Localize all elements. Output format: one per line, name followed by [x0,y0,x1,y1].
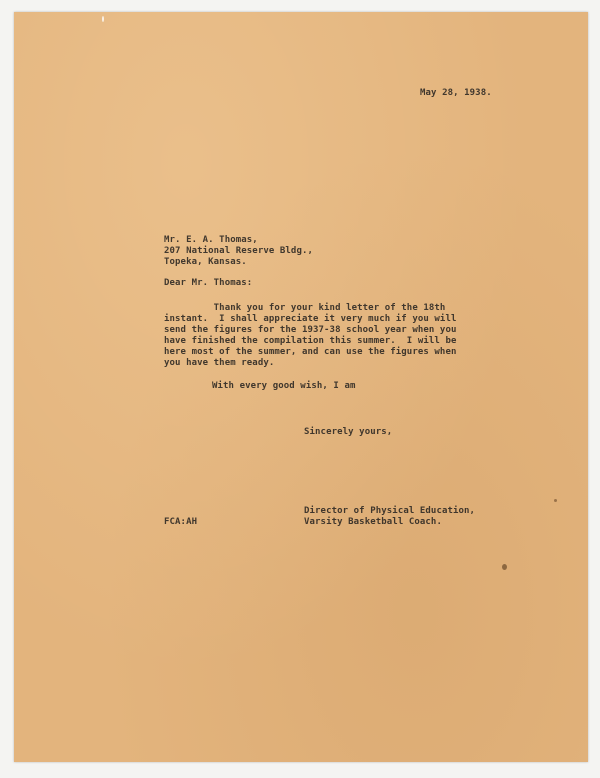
recipient-address [164,235,313,268]
body-line: here most of the summer, and can use the figures when [164,347,457,357]
signature-block [304,506,475,528]
complimentary-close: Sincerely yours, [304,427,393,437]
letter-date: May 28, 1938. [420,88,492,98]
address-line: Mr. E. A. Thomas, [164,235,258,245]
signature-title: Director of Physical Education, [304,506,476,516]
paper-speck [102,16,104,22]
closing-sentence: With every good wish, I am [212,381,356,391]
letter-paper [14,12,588,762]
reference-initials: FCA:AH [164,517,198,527]
body-line: instant. I shall appreciate it very much if you will [164,314,457,324]
salutation: Dear Mr. Thomas: [164,278,253,288]
paper-speck [502,564,507,570]
body-line: you have them ready. [164,358,275,368]
body-line: have finished the compilation this summer. I will be [164,336,457,346]
address-line: 207 National Reserve Bldg., [164,246,313,256]
body-line: send the figures for the 1937-38 school year when you [164,325,457,335]
body-line: Thank you for your kind letter of the 18th [164,303,446,313]
letter-body [164,303,456,369]
paper-speck [554,499,557,502]
address-line: Topeka, Kansas. [164,257,247,267]
signature-title: Varsity Basketball Coach. [304,517,442,527]
